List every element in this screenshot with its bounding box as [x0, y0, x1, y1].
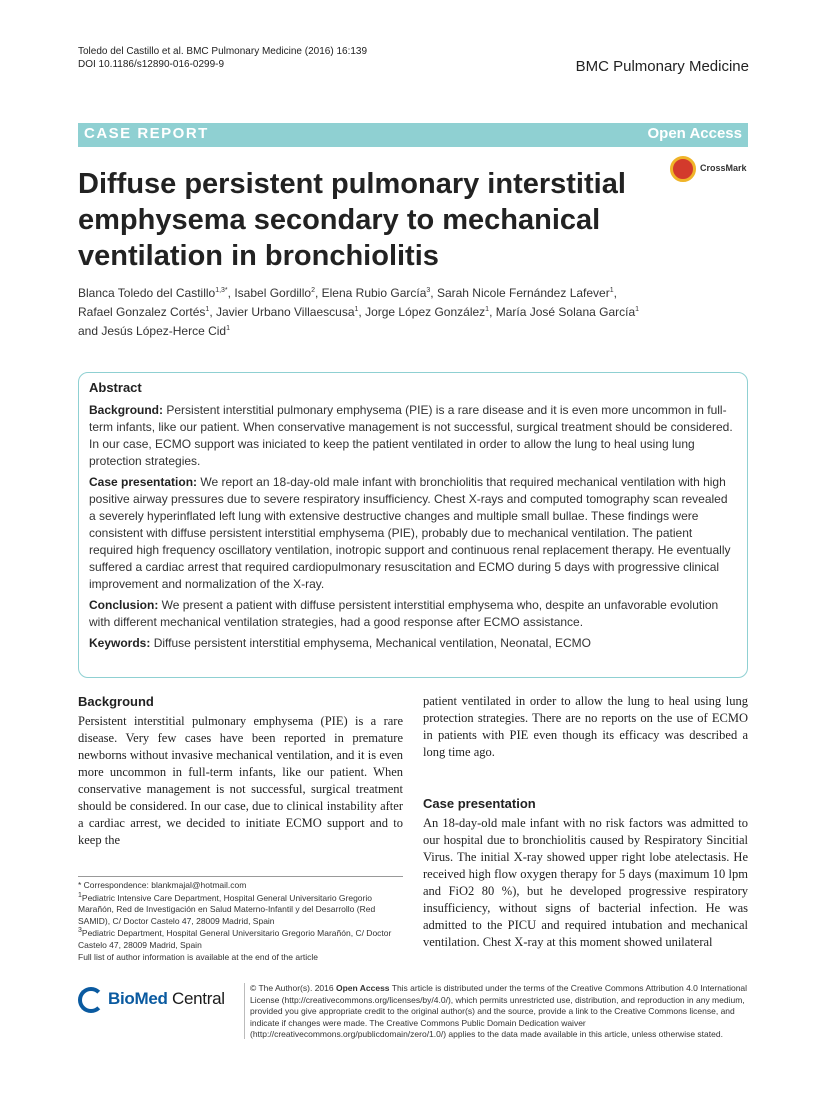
crossmark-icon [670, 156, 696, 182]
author: Javier Urbano Villaescusa$^1$ [215, 305, 359, 319]
citation-line: Toledo del Castillo et al. BMC Pulmonary Medicine (2016) 16:139 [78, 46, 368, 57]
abstract-case: Case presentation: We report an 18-day-old male infant with bronchiolitis that required mechanical ventilation with high positive airway pressures due to severe respiratory insufficiency. Chest X-rays and computed tomography scan revealed a severely hyperinflated left lung with extensive destructive changes and multiple small bullae. These findings were consistent with diffuse persistent interstitial emphysema (PIE), probably due to mechanical ventilation. The patient required high frequency oscillatory ventilation, inotropic support and continuous renal replacement therapy. He eventually suffered a cardiac arrest that required cardiopulmonary resuscitation and ECMO during 5 days with progressive clinical improvement and normalization of the X-ray. [89, 475, 731, 591]
footer-divider [244, 983, 245, 1039]
author: Blanca Toledo del Castillo$^{1,3*}$ [78, 286, 228, 300]
author: Isabel Gordillo$^2$ [234, 286, 315, 300]
case-paragraph: An 18-day-old male infant with no risk factors was admitted to our hospital due to bronchiolitis caused by Respiratory Sincitial Virus. The initial X-ray showed upper right lobe atelectasis. He received high flow oxygen therapy for 5 days (maximum 10 lpm and FiO2 80 %), but he developed progressive respiratory insufficiency, without signs of bacterial infection. He was admitted to the PICU and required intubation and mechanical ventilation. Chest X-ray at this moment showed unilateral [423, 816, 748, 949]
right-column [423, 693, 748, 951]
background-continued: patient ventilated in order to allow the lung to heal using lung protection strategies. There are no reports on the use of ECMO in patients with PIE even though its efficacy was described a long time ago. [423, 694, 748, 759]
article-type-banner [78, 123, 748, 147]
author: Rafael Gonzalez Cortés$^1$ [78, 305, 210, 319]
author: Sarah Nicole Fernández Lafever$^1$ [436, 286, 614, 300]
abstract-box [78, 372, 748, 678]
author: Jorge López González$^1$ [365, 305, 490, 319]
authors-and: and [78, 324, 99, 338]
full-list-note: Full list of author information is available at the end of the article [78, 952, 319, 962]
author-list: Blanca Toledo del Castillo$^{1,3*}$, Isabel Gordillo$^2$, Elena Rubio García$^3$, Sarah Nicole Fernández Lafever$^1$, Rafael Gonzalez Cortés$^1$, Javier Urbano Villaescusa$^1$, Jorge López González$^1$, María José Solana García$^1$ and Jesús López-Herce Cid$^1$ [78, 286, 640, 338]
affiliation-3: $^3$Pediatric Department, Hospital General Universitario Gregorio Marañón, C/ Doctor Castelo 47, 28009 Madrid, Spain [78, 927, 392, 950]
background-heading: Background [78, 694, 154, 709]
license-text: © The Author(s). 2016 Open Access This article is distributed under the terms of the Creative Commons Attribution 4.0 International License (http://creativecommons.org/licenses/by/4.0/), which permits unrestricted use, distribution, and reproduction in any medium, provided you give appropriate credit to the original author(s) and the source, provide a link to the Creative Commons license, and indicate if changes were made. The Creative Commons Public Domain Dedication waiver (http://creativecommons.org/publicdomain/zero/1.0/) applies to the data made available in this article, unless otherwise stated. [250, 983, 748, 1039]
open-access-label: Open Access [647, 125, 742, 142]
footnotes [78, 876, 403, 965]
article-type-label: CASE REPORT [84, 125, 209, 142]
abstract-background: Background: Persistent interstitial pulmonary emphysema (PIE) is a rare disease and it is even more uncommon in full-term infants, like our patient. When conservative management is not successful, surgical treatment should be considered. In our case, ECMO support was iniciated to keep the patient ventilated in order to allow the lung to heal using lung protection strategies. [89, 403, 733, 468]
article-title: Diffuse persistent pulmonary interstitial emphysema secondary to mechanical ventilation in bronchiolitis [78, 168, 626, 272]
correspondence: * Correspondence: blankmajal@hotmail.com [78, 880, 247, 890]
background-paragraph: Persistent interstitial pulmonary emphysema (PIE) is a rare disease. Very few cases have been reported in premature newborns without invasive mechanical ventilation, and it is even more uncommon in full-term infants, like our patient. When conservative management is not successful, surgical treatment should be considered. In our case, due to clinical instability after a cardiac arrest, we decided to initiate ECMO support and to keep the [78, 714, 403, 847]
journal-name: BMC Pulmonary Medicine [575, 58, 749, 75]
crossmark-label: CrossMark [700, 163, 747, 173]
case-heading: Case presentation [423, 796, 536, 811]
left-column [78, 693, 403, 849]
author: Elena Rubio García$^3$ [321, 286, 431, 300]
biomed-central-logo-icon [78, 987, 104, 1013]
biomed-central-logo: BioMed Central [78, 987, 238, 1017]
abstract-conclusion: Conclusion: We present a patient with diffuse persistent interstitial emphysema who, despite an unfavorable evolution with different mechanical ventilation strategies, had a good response after ECMO assistance. [89, 598, 719, 629]
abstract-heading: Abstract [89, 380, 142, 395]
crossmark-badge[interactable] [670, 155, 750, 187]
author: María José Solana García$^1$ [495, 305, 640, 319]
affiliation-1: $^1$Pediatric Intensive Care Department, Hospital General Universitario Gregorio Marañón, Red de Investigación en Salud Materno-Infantil y del Desarrollo (Red SAMID), C/ Doctor Castelo 47, 28009 Madrid, Spain [78, 891, 376, 926]
author: Jesús López-Herce Cid$^1$ [101, 324, 231, 338]
citation-header [78, 45, 367, 71]
doi-line: DOI 10.1186/s12890-016-0299-9 [78, 59, 225, 70]
abstract-keywords: Keywords: Diffuse persistent interstitial emphysema, Mechanical ventilation, Neonatal, ECMO [89, 636, 592, 650]
